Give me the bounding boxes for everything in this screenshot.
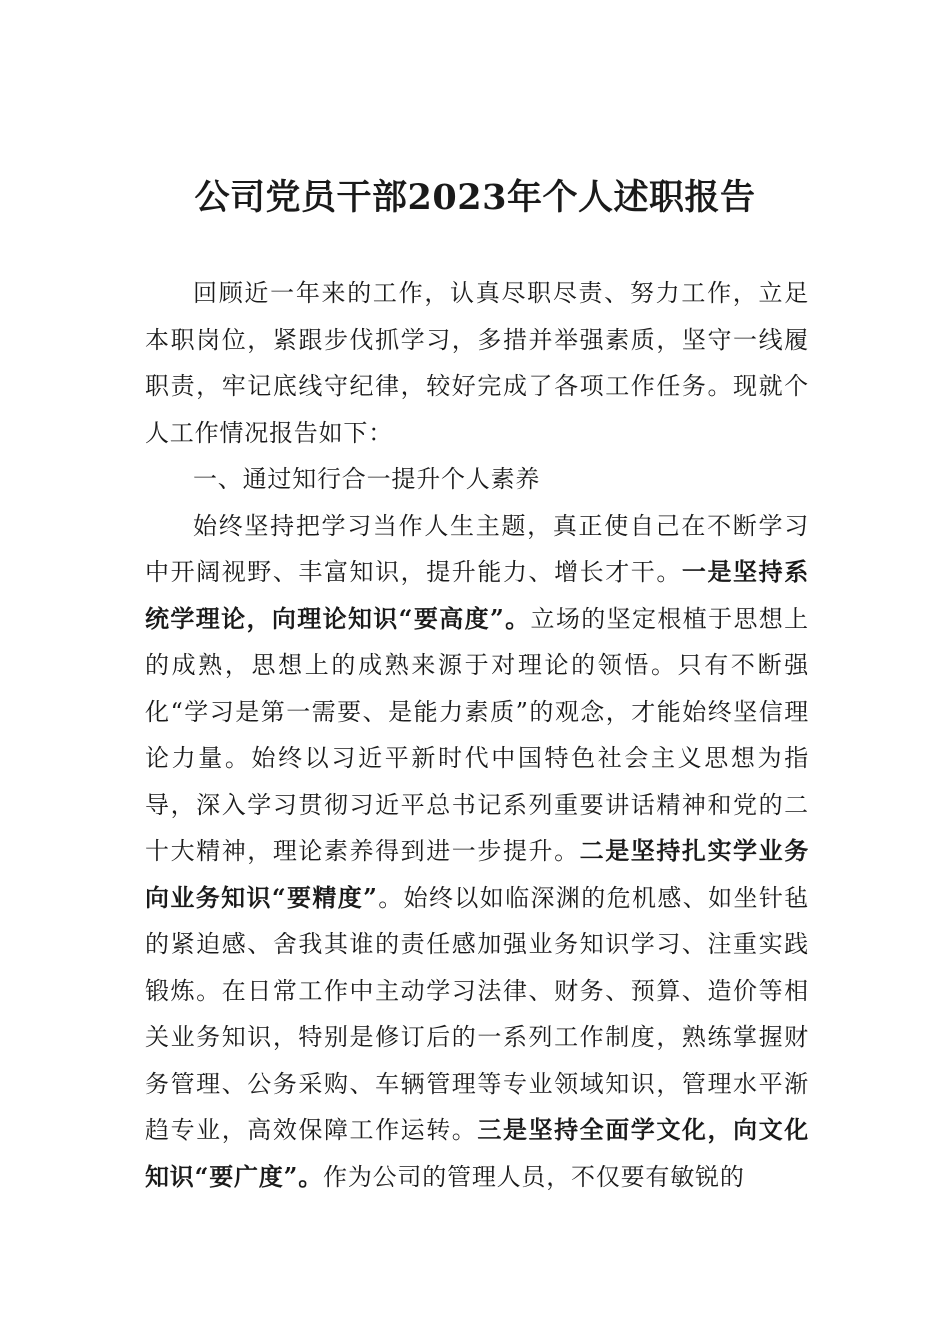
point-one-title: 一是坚持系统学理论，向理论知识“要高度”。 [145,557,809,633]
section-lead-text: 始终坚持把学习当作人生主题，真正使自己在不断学习中开阔视野、丰富知识，提升能力、增长才干。 [145,511,809,586]
point-one-text: 立场的坚定根植于思想上的成熟，思想上的成熟来源于对理论的领悟。只有不断强化“学习是第一需要、是能力素质”的观念，才能始终坚信理论力量。始终以习近平新时代中国特色社会主义思想为指导，深入学习贯彻习近平总书记系列重要讲话精神和党的二十大精神，理论素养得到进一步提升。 [145,604,809,865]
intro-paragraph: 回顾近一年来的工作，认真尽职尽责、努力工作，立足本职岗位，紧跟步伐抓学习，多措并举强素质，坚守一线履职责，牢记底线守纪律，较好完成了各项工作任务。现就个人工作情况报告如下： [145,279,809,447]
point-two-title: 二是坚持扎实学业务向业务知识“要精度” [145,836,809,912]
section-paragraph [145,503,809,1201]
point-three-title: 三是坚持全面学文化，向文化知识“要广度”。 [145,1115,809,1191]
point-three-text: 作为公司的管理人员，不仅要有敏锐的 [323,1162,745,1191]
point-two-text: 。始终以如临深渊的危机感、如坐针毡的紧迫感、舍我其谁的责任感加强业务知识学习、注重实践锻炼。在日常工作中主动学习法律、财务、预算、造价等相关业务知识，特别是修订后的一系列工作制度，熟练掌握财务管理、公务采购、车辆管理等专业领域知识，管理水平渐趋专业，高效保障工作运转。 [145,883,809,1144]
document-title: 公司党员干部2023年个人述职报告 [194,177,756,218]
section-heading: 一、通过知行合一提升个人素养 [193,465,541,493]
document-body [145,270,809,1200]
